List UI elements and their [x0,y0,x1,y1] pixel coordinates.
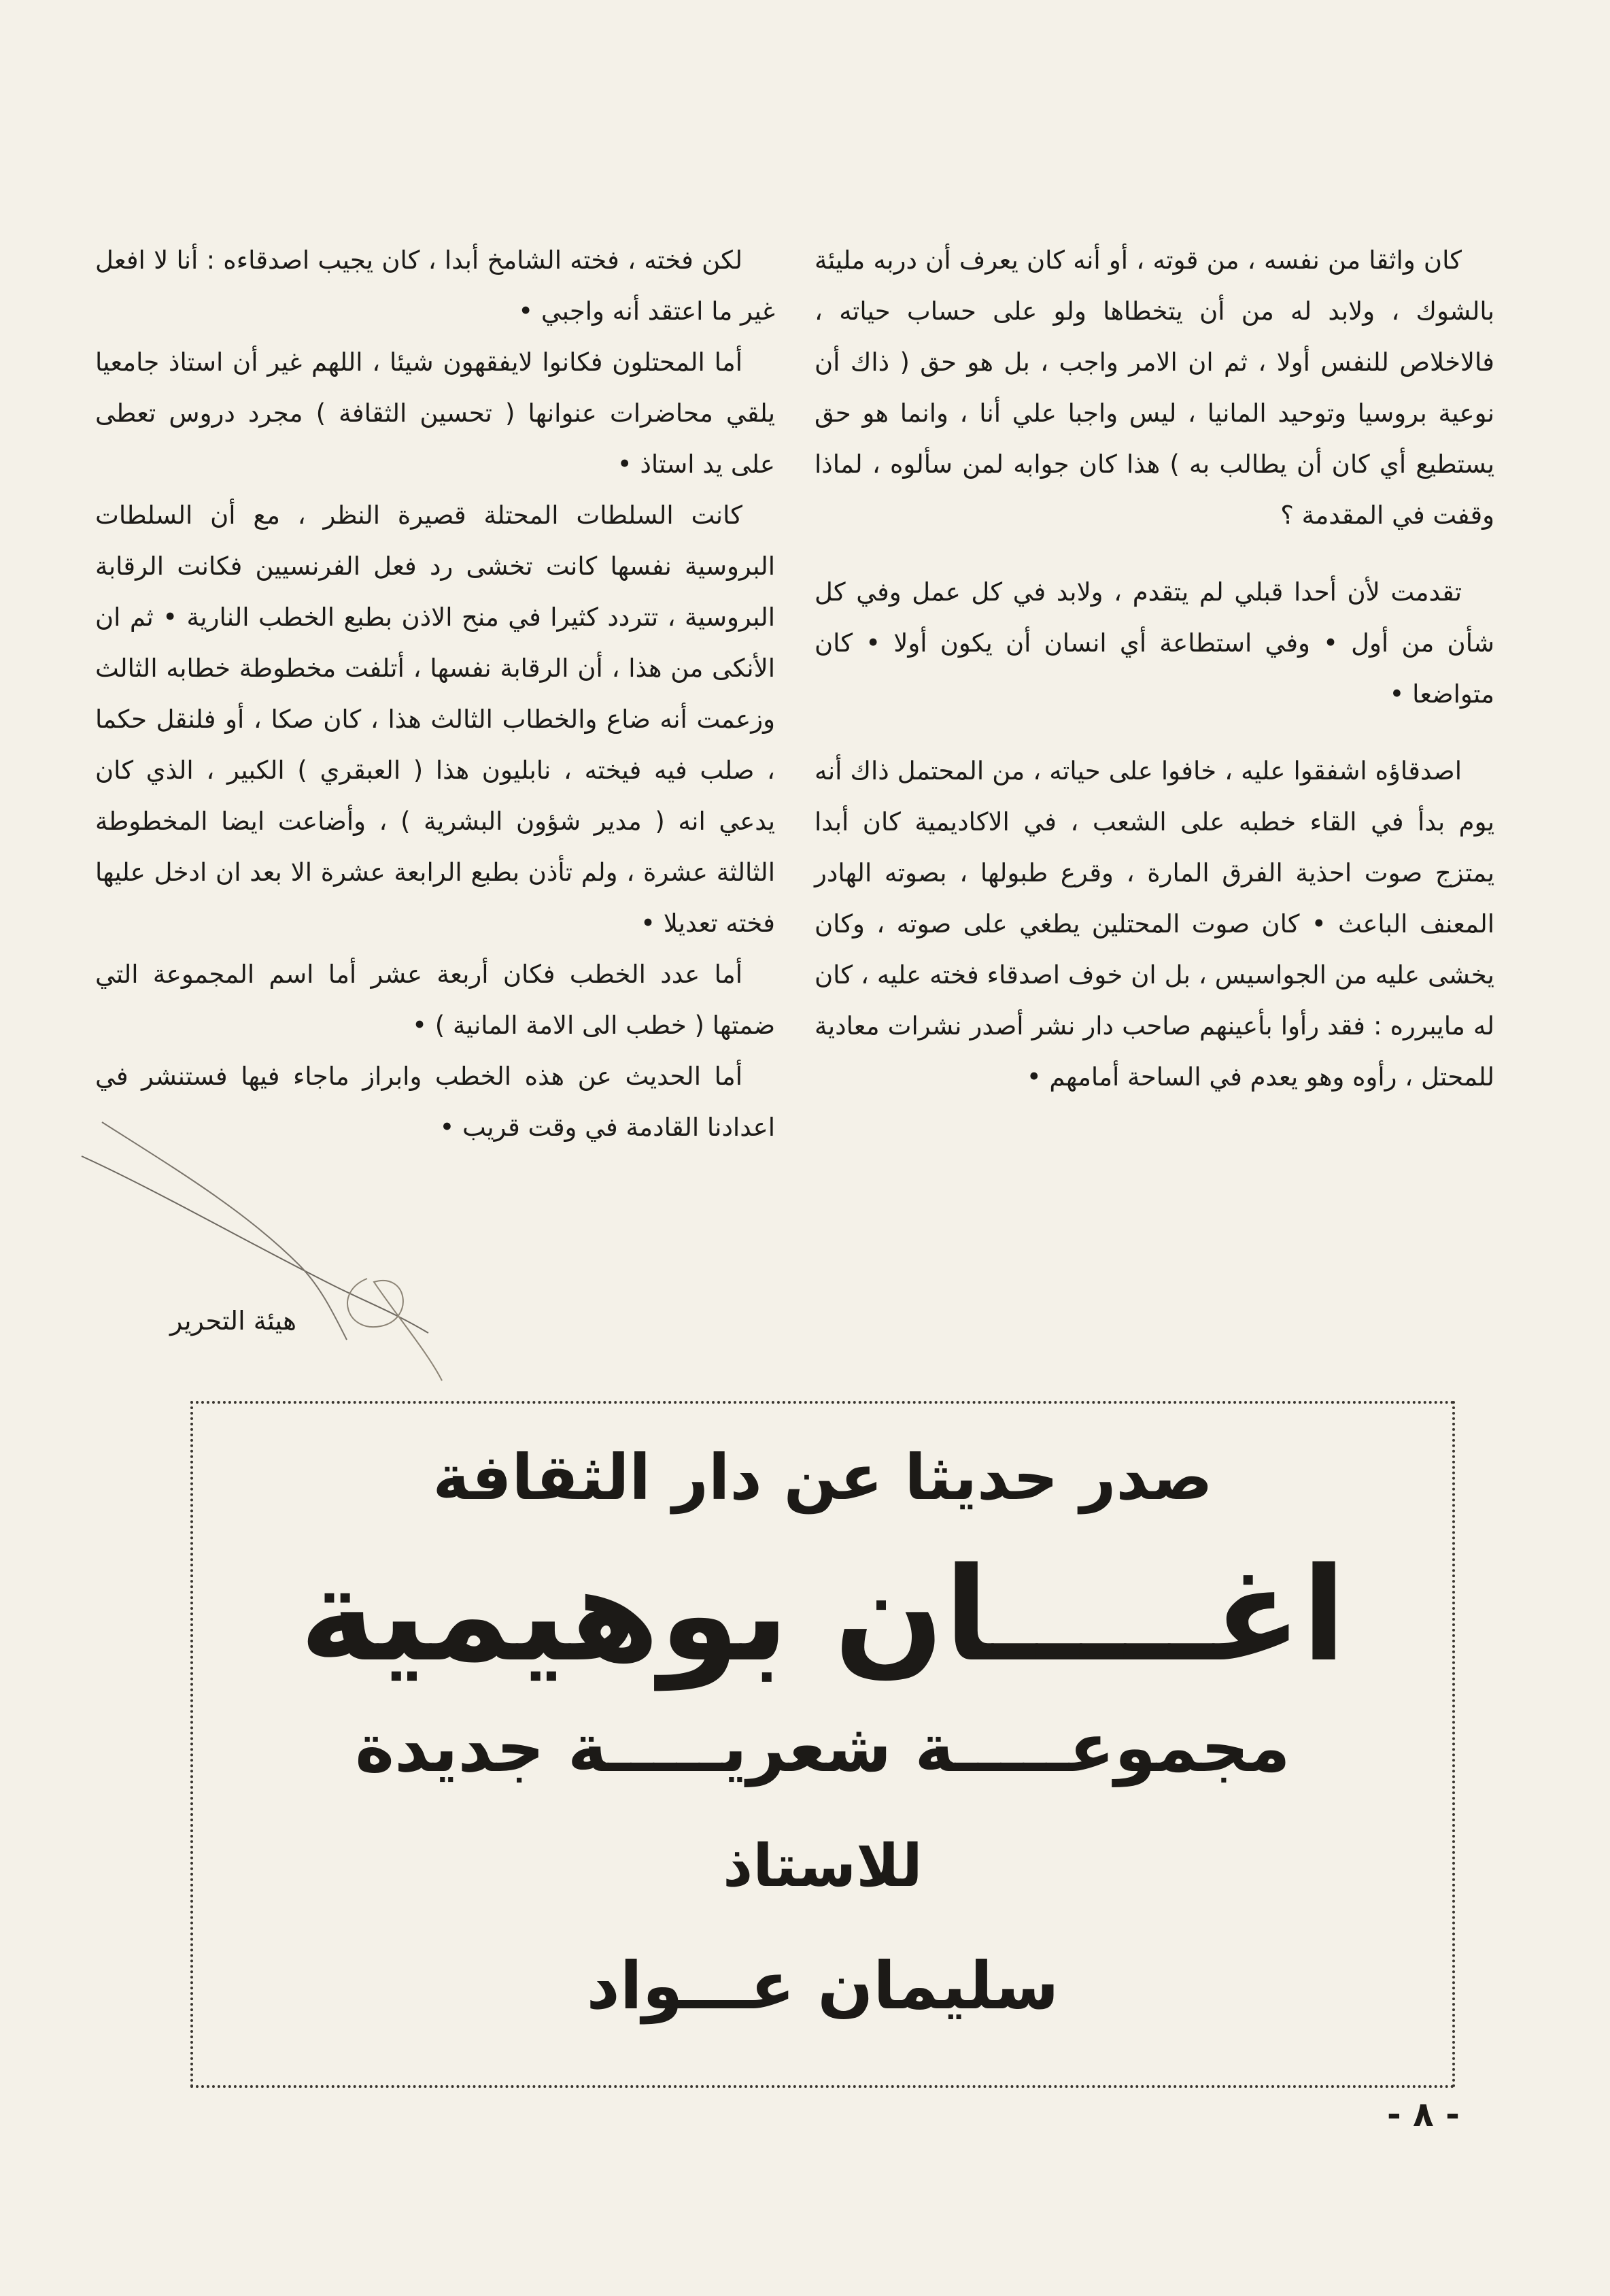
article-left-column [95,235,775,1153]
ad-subtitle: مجموعـــــة شعريـــــة جديدة [355,1710,1290,1787]
ad-book-title: اغـــــان بوهيمية [299,1540,1346,1690]
paragraph: تقدمت لأن أحدا قبلي لم يتقدم ، ولابد في كل عمل وفي كل شأن من أول • وفي استطاعة أي انسان أن يكون أولا • كان متواضعا • [815,577,1494,709]
book-advertisement [190,1401,1455,2088]
ad-author-prefix: للاستاذ [723,1832,923,1900]
paragraph: أما عدد الخطب فكان أربعة عشر أما اسم المجموعة التي ضمتها ( خطب الى الامة المانية ) • [95,960,775,1040]
ad-announcement: صدر حديثا عن دار الثقافة [432,1441,1213,1514]
paragraph: لكن فخته ، فخته الشامخ أبدا ، كان يجيب اصدقاءه : أنا لا افعل غير ما اعتقد أنه واجبي • [95,246,775,326]
paragraph: أما الحديث عن هذه الخطب وابراز ماجاء فيها فستنشر في اعدادنا القادمة في وقت قريب • [95,1062,775,1142]
article-right-column [815,235,1494,1102]
page-number: - ٨ - [1387,2095,1460,2134]
paragraph: أما المحتلون فكانوا لايفقهون شيئا ، اللهم غير أن استاذ جامعيا يلقي محاضرات عنوانها ( تحسين الثقافة ) مجرد دروس تعطى على يد استاذ • [95,348,775,479]
paragraph: اصدقاؤه اشفقوا عليه ، خافوا على حياته ، من المحتمل ذاك أنه يوم بدأ في القاء خطبه على الشعب ، في الاكاديمية كان أبدا يمتزج صوت احذية الفرق المارة ، وقرع طبولها ، بصوته الهادر المعنف الباعث • كان صوت المحتلين يطغي على صوته ، وكان يخشى عليه من الجواسيس ، بل ان خوف اصدقاء فخته عليه ، كان له مايبرره : فقد رأوا بأعينهم صاحب دار نشر أصدر نشرات معادية للمحتل ، رأوه وهو يعدم في الساحة أمامهم • [815,756,1494,1092]
article-signature: هيئة التحرير [170,1306,297,1336]
handwritten-scribble-mark [75,1109,456,1394]
ad-author-name: سليمان عـــواد [586,1948,1059,2024]
paragraph: كانت السلطات المحتلة قصيرة النظر ، مع أن السلطات البروسية نفسها كانت تخشى رد فعل الفرنسيين فكانت الرقابة البروسية ، تتردد كثيرا في منح الاذن بطبع الخطب النارية • ثم ان الأنكى من هذا ، أن الرقابة نفسها ، أتلفت مخطوطة خطابه الثالث وزعمت أنه ضاع والخطاب الثالث هذا ، كان صكا ، أو فلنقل حكما ، صلب فيه فيخته ، نابليون هذا ( العبقري ) الكبير ، الذي كان يدعي انه ( مدير شؤون البشرية ) ، وأضاعت ايضا المخطوطة الثالثة عشرة ، ولم تأذن بطبع الرابعة عشرة الا بعد ان ادخل عليها فخته تعديلا • [95,501,775,938]
paragraph: كان واثقا من نفسه ، من قوته ، أو أنه كان يعرف أن دربه مليئة بالشوك ، ولابد له من أن يتخطاها ولو على حساب حياته ، فالاخلاص للنفس أولا ، ثم ان الامر واجب ، بل هو حق ( ذاك أن نوعية بروسيا وتوحيد المانيا ، ليس واجبا علي أنا ، وانما هو حق يستطيع أي كان أن يطالب به ) هذا كان جوابه لمن سألوه ، لماذا وقفت في المقدمة ؟ [815,246,1494,530]
